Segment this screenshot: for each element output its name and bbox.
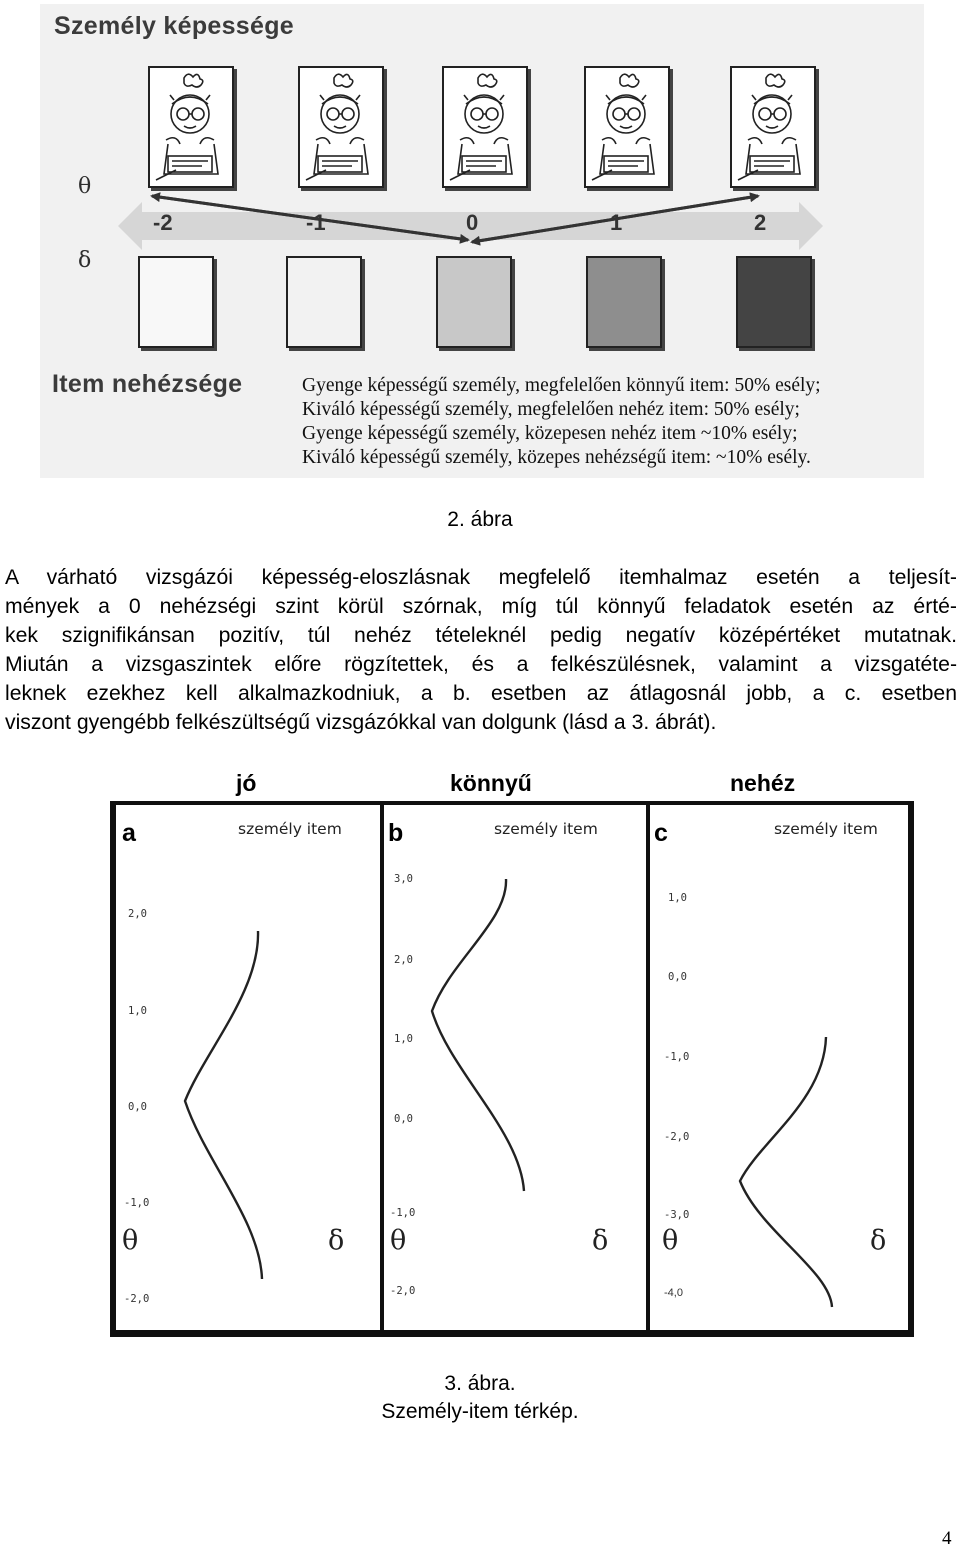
column-header: jó <box>236 770 257 796</box>
item-card <box>138 256 214 348</box>
person-item-maps <box>110 801 914 1337</box>
figure-2-captions <box>302 374 821 470</box>
y-tick: -1,0 <box>664 1051 690 1063</box>
caption-line: Gyenge képességű személy, megfelelően könnyű item: 50% esély; <box>302 375 821 396</box>
caption-line: Kiváló képességű személy, megfelelően nehéz item: 50% esély; <box>302 399 800 420</box>
body-paragraph <box>5 563 957 737</box>
figure-2-item-label: Item nehézsége <box>52 370 243 398</box>
item-card <box>736 256 812 348</box>
paragraph-line: Miután a vizsgaszintek előre rögzítettek, és a felkészülésnek, valamint a vizsgatéte- <box>5 653 957 676</box>
column-header: nehéz <box>730 770 796 796</box>
figure-3-number: 3. ábra. <box>444 1372 516 1395</box>
page-number: 4 <box>942 1528 952 1549</box>
y-tick: -4,0 <box>664 1287 683 1299</box>
item-card <box>586 256 662 348</box>
y-tick: 1,0 <box>668 892 687 904</box>
paragraph-line: mények a 0 nehézségi szint körül szórnak, míg túl könnyű feladatok esetén az érté- <box>5 595 957 618</box>
paragraph-line: leknek ezekhez kell alkalmazkodniuk, a b. esetben az átlagosnál jobb, a c. esetben <box>5 682 957 705</box>
figure-2-label: 2. ábra <box>447 508 513 531</box>
paragraph-line: A várható vizsgázói képesség-eloszlásnak megfelelő itemhalmaz esetén a teljesít- <box>5 566 957 589</box>
y-tick: 3,0 <box>394 873 413 885</box>
panel-header: személy item <box>774 820 878 838</box>
scale-tick: 2 <box>754 210 767 235</box>
scale-tick: -1 <box>306 210 326 235</box>
y-tick: 1,0 <box>394 1033 413 1045</box>
caption-line: Gyenge képességű személy, közepesen nehéz item ~10% esély; <box>302 423 798 444</box>
figure-2 <box>40 4 924 478</box>
figure-2-title: Személy képessége <box>54 12 294 40</box>
column-header: könnyű <box>450 770 532 796</box>
scale-tick: 0 <box>466 210 479 235</box>
panel-header: személy item <box>238 820 342 838</box>
delta-symbol: δ <box>78 248 92 273</box>
figure-3 <box>110 801 914 1337</box>
y-tick: -2,0 <box>664 1131 690 1143</box>
panel-label: c <box>654 819 668 847</box>
y-tick: 0,0 <box>668 971 687 983</box>
y-tick: -3,0 <box>664 1209 690 1221</box>
y-tick: 2,0 <box>394 954 413 966</box>
panel-label: a <box>122 819 136 847</box>
delta-symbol: δ <box>328 1225 345 1256</box>
item-card <box>286 256 362 348</box>
panel-header: személy item <box>494 820 598 838</box>
scale-tick: -2 <box>153 210 173 235</box>
paragraph-line: kek szignifikánsan pozitív, túl nehéz tételeknél pedig negatív középértéket mutatnak. <box>5 624 957 647</box>
paragraph-line: viszont gyengébb felkészültségű vizsgázókkal van dolgunk (lásd a 3. ábrát). <box>5 711 717 734</box>
delta-symbol: δ <box>870 1225 887 1256</box>
figure-3-caption: Személy-item térkép. <box>381 1400 579 1423</box>
theta-symbol: θ <box>122 1225 139 1256</box>
y-tick: 0,0 <box>128 1101 147 1113</box>
delta-symbol: δ <box>592 1225 609 1256</box>
y-tick: -2,0 <box>390 1285 416 1297</box>
item-card <box>436 256 512 348</box>
y-tick: -2,0 <box>124 1293 150 1305</box>
y-tick: -1,0 <box>390 1207 416 1219</box>
caption-line: Kiváló képességű személy, közepes nehézségű item: ~10% esély. <box>302 447 811 468</box>
scale-tick: 1 <box>610 210 623 235</box>
y-tick: 1,0 <box>128 1005 147 1017</box>
figure-3-label <box>0 1370 960 1426</box>
y-tick: 0,0 <box>394 1113 413 1125</box>
theta-symbol: θ <box>390 1225 407 1256</box>
theta-symbol: θ <box>78 174 92 199</box>
panel-label: b <box>388 819 404 847</box>
y-tick: 2,0 <box>128 908 147 920</box>
y-tick: -1,0 <box>124 1197 150 1209</box>
theta-symbol: θ <box>662 1225 679 1256</box>
